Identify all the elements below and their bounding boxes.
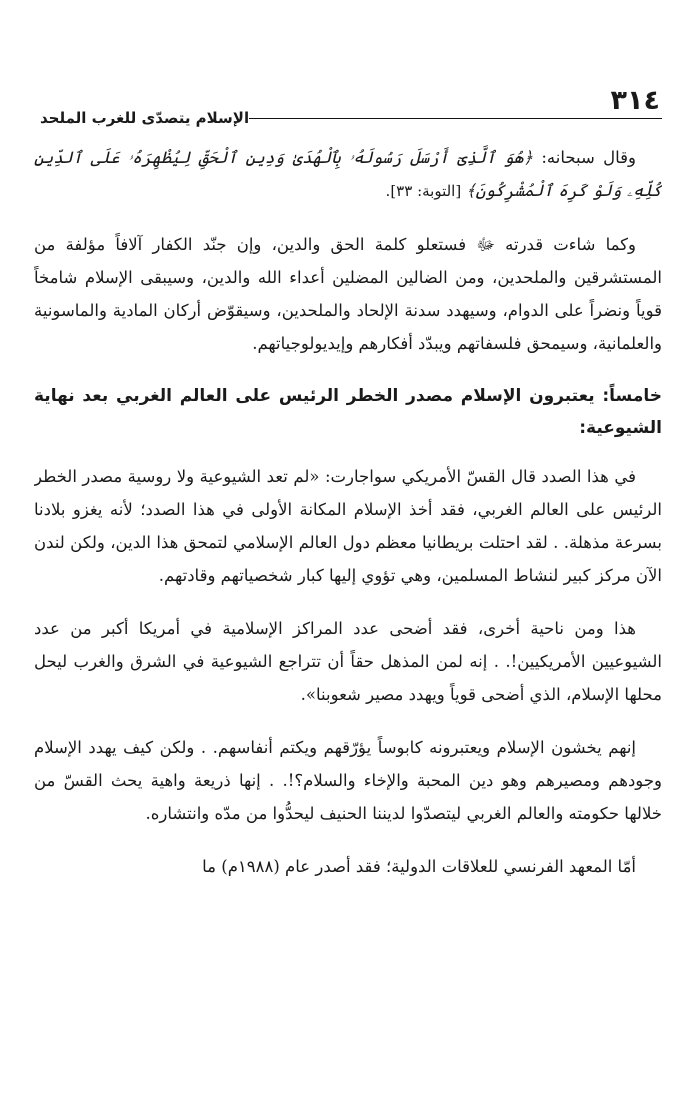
quran-paragraph: [34, 141, 662, 208]
paragraph-islamic-centers: هذا ومن ناحية أخرى، فقد أضحى عدد المراكز الإسلامية في أمريكا أكبر من عدد الشيوعيين الأمريكيين!. . إنه لمن المذهل حقاً أن تتراجع الشيوعية في الشرق والغرب ليحل محلها الإسلام، الذي أضحى قوياً ويهدد مصير شعوبنا».: [34, 619, 662, 704]
running-title: الإسلام يتصدّى للغرب الملحد: [34, 108, 249, 128]
paragraph-divine-will: وكما شاءت قدرته ﷻ فستعلو كلمة الحق والدين، وإن جنّد الكفار آلافاً مؤلفة من المستشرقين والملحدين، ومن الضالين المضلين أعداء الله والدين، وسيبقى الإسلام شامخاً قوياً ونضراً على الدوام، وسيهدد سدنة الإلحاد والملحدين، وسيقوّض أركان المادية والماسونية والعلمانية، وسيمحق فلسفاتهم ويبدّد أفكارهم وإيديولوجياتهم.: [34, 235, 662, 353]
section-heading: خامساً: يعتبرون الإسلام مصدر الخطر الرئيس على العالم الغربي بعد نهاية الشيوعية:: [34, 386, 662, 438]
book-page: [34, 76, 662, 1086]
quran-intro: وقال سبحانه:: [532, 148, 637, 167]
quran-verse: ﴿هُوَ ٱلَّذِىٓ أَرْسَلَ رَسُولَهُۥ بِٱلْهُدَىٰ وَدِينِ ٱلْحَقِّ لِيُظْهِرَهُۥ عَلَى ٱلدِّينِ كُلِّهِۦ وَلَوْ كَرِهَ ٱلْمُشْرِكُونَ﴾: [34, 148, 662, 200]
running-header: [34, 76, 662, 127]
page-number: ٣١٤: [610, 85, 660, 116]
paragraph-fear-of-islam: إنهم يخشون الإسلام ويعتبرونه كابوساً يؤرّقهم ويكتم أنفاسهم. . ولكن كيف يهدد الإسلام وجودهم ومصيرهم وهو دين المحبة والإخاء والسلام؟!. . إنها ذريعة واهية يحث القسّ من خلالها حكومته والعالم الغربي ليتصدّوا لديننا الحنيف ليحدُّوا من مدّه وانتشاره.: [34, 738, 662, 823]
verse-reference: [التوبة: ٣٣].: [385, 182, 466, 200]
paragraph-swaggart-quote: في هذا الصدد قال القسّ الأمريكي سواجارت: «لم تعد الشيوعية ولا روسية مصدر الخطر الرئيس على العالم الغربي، فقد أخذ الإسلام المكانة الأولى في هذا الصدد؛ لأنه يغزو بلادنا بسرعة مذهلة. . لقد احتلت بريطانيا معظم دول العالم الإسلامي لتمحق هذا الدين، ولكن لندن الآن مركز كبير لنشاط المسلمين، وهي تؤوي إليها كبار شخصياتهم وقادتهم.: [34, 467, 662, 585]
paragraph-french-institute: أمّا المعهد الفرنسي للعلاقات الدولية؛ فقد أصدر عام (١٩٨٨م) ما: [202, 857, 636, 876]
page-content: [34, 141, 662, 883]
